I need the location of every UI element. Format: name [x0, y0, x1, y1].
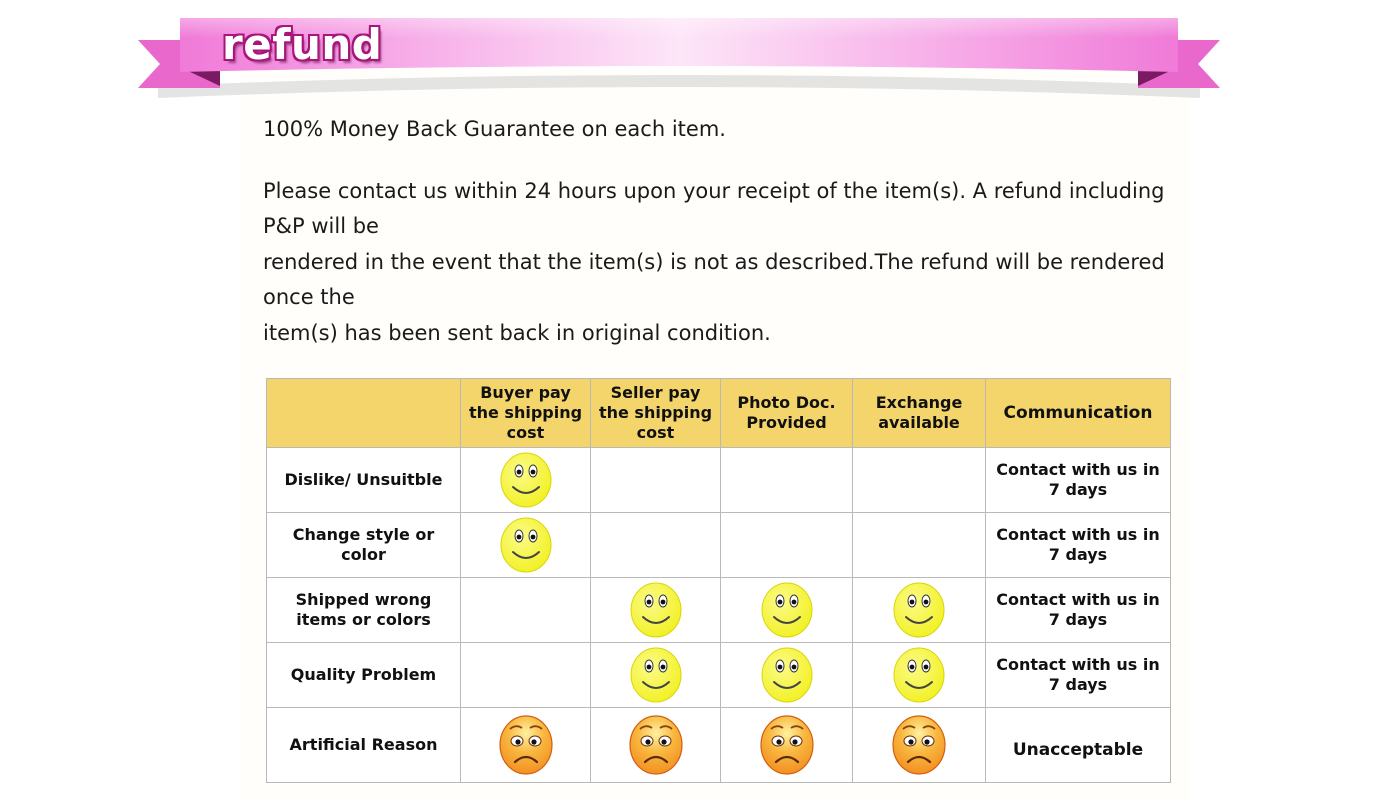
cell-buyer-pay: [461, 708, 591, 783]
refund-policy-table: [266, 378, 1171, 783]
row-communication: Contact with us in 7 days: [986, 513, 1171, 578]
cell-seller-pay: [591, 708, 721, 783]
header-communication: Communication: [986, 379, 1171, 448]
cell-photo-doc: [721, 643, 853, 708]
cell-buyer-pay: [461, 578, 591, 643]
cell-exchange: [853, 448, 986, 513]
row-reason: Quality Problem: [267, 643, 461, 708]
banner-title: refund: [222, 20, 383, 69]
header-seller-pay: Seller pay the shipping cost: [591, 379, 721, 448]
header-exchange: Exchange available: [853, 379, 986, 448]
cell-exchange: [853, 578, 986, 643]
smiley-face-icon: [629, 646, 683, 704]
row-reason: Shipped wrong items or colors: [267, 578, 461, 643]
smiley-face-icon: [760, 581, 814, 639]
row-communication: Contact with us in 7 days: [986, 578, 1171, 643]
table-row: [267, 578, 1171, 643]
smiley-face-icon: [892, 646, 946, 704]
table-row: [267, 708, 1171, 783]
cell-exchange: [853, 643, 986, 708]
guarantee-line: 100% Money Back Guarantee on each item.: [263, 117, 726, 141]
sad-face-icon: [891, 714, 947, 776]
sad-face-icon: [759, 714, 815, 776]
smiley-face-icon: [499, 516, 553, 574]
cell-photo-doc: [721, 513, 853, 578]
cell-photo-doc: [721, 578, 853, 643]
cell-seller-pay: [591, 513, 721, 578]
header-reason: [267, 379, 461, 448]
table-row: [267, 513, 1171, 578]
policy-line: once the: [263, 285, 355, 309]
cell-photo-doc: [721, 708, 853, 783]
sad-face-icon: [628, 714, 684, 776]
smiley-face-icon: [892, 581, 946, 639]
policy-line: rendered in the event that the item(s) is not as described.The refund will be rendered: [263, 249, 1165, 274]
header-buyer-pay: Buyer pay the shipping cost: [461, 379, 591, 448]
row-reason: Artificial Reason: [267, 708, 461, 783]
row-communication: Contact with us in 7 days: [986, 643, 1171, 708]
refund-policy-text: [263, 112, 1173, 351]
cell-photo-doc: [721, 448, 853, 513]
smiley-face-icon: [760, 646, 814, 704]
refund-banner: [138, 14, 1220, 104]
cell-buyer-pay: [461, 643, 591, 708]
cell-buyer-pay: [461, 448, 591, 513]
cell-seller-pay: [591, 448, 721, 513]
policy-line: P&P will be: [263, 214, 379, 238]
policy-line: item(s) has been sent back in original condition.: [263, 320, 771, 345]
smiley-face-icon: [499, 451, 553, 509]
cell-buyer-pay: [461, 513, 591, 578]
cell-seller-pay: [591, 578, 721, 643]
row-communication: Contact with us in 7 days: [986, 448, 1171, 513]
cell-exchange: [853, 708, 986, 783]
cell-exchange: [853, 513, 986, 578]
sad-face-icon: [498, 714, 554, 776]
table-row: [267, 448, 1171, 513]
row-reason: Dislike/ Unsuitble: [267, 448, 461, 513]
row-communication: Unacceptable: [986, 708, 1171, 783]
smiley-face-icon: [629, 581, 683, 639]
header-photo-doc: Photo Doc. Provided: [721, 379, 853, 448]
table-header-row: [267, 379, 1171, 448]
row-reason: Change style or color: [267, 513, 461, 578]
cell-seller-pay: [591, 643, 721, 708]
policy-line: Please contact us within 24 hours upon your receipt of the item(s). A refund including: [263, 178, 1165, 203]
table-row: [267, 643, 1171, 708]
